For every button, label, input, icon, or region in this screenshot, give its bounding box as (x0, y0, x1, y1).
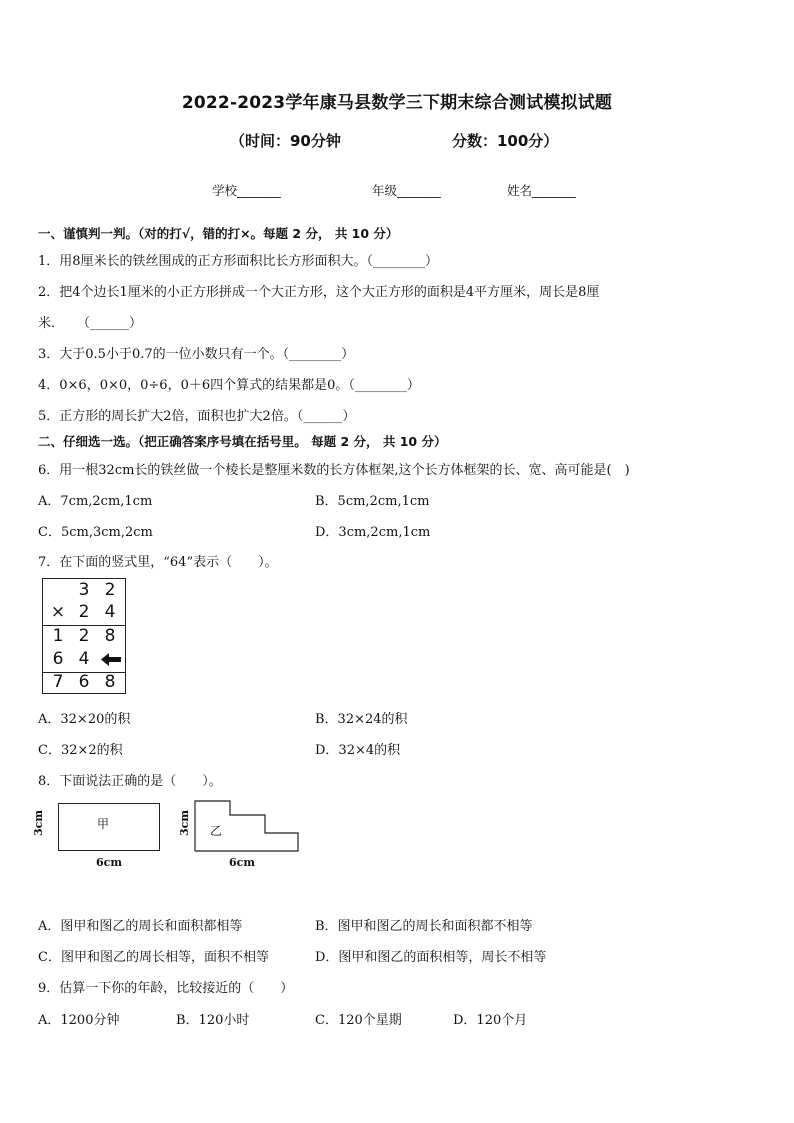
exam-score: 分数：100分） (452, 132, 559, 150)
q6-option-b: B．5cm,2cm,1cm (315, 494, 430, 509)
question-2-cont: 米． （______） (38, 316, 143, 331)
question-6: 6．用一根32cm长的铁丝做一个棱长是整厘米数的长方体框架,这个长方体框架的长、宽、高可能是( ) (38, 463, 630, 478)
calc-digit: 7 (52, 672, 64, 692)
question-7: 7．在下面的竖式里，“64”表示（ ）。 (38, 555, 278, 570)
question-5: 5．正方形的周长扩大2倍，面积也扩大2倍。（______） (38, 409, 356, 424)
calc-row-4 (43, 648, 125, 671)
calc-digit: 6 (78, 672, 90, 692)
calc-digit: 6 (52, 649, 64, 669)
section-1-heading: 一、谨慎判一判。（对的打√，错的打×。每题 2 分， 共 10 分） (38, 226, 399, 241)
name-field: 姓名_______ (507, 183, 576, 198)
q9-option-b: B．120小时 (176, 1013, 250, 1028)
figure-jia-label: 甲 (97, 817, 110, 831)
question-2: 2．把4个边长1厘米的小正方形拼成一个大正方形，这个大正方形的面积是4平方厘米，周长是8厘 (38, 285, 600, 300)
q8-option-d: D．图甲和图乙的面积相等，周长不相等 (315, 950, 547, 965)
calc-row-1 (43, 579, 125, 602)
calc-digit: 2 (78, 626, 90, 646)
calc-times-sign: × (50, 602, 66, 622)
calc-row-2 (43, 601, 125, 624)
q9-option-c: C．120个星期 (315, 1013, 402, 1028)
school-field: 学校_______ (212, 183, 281, 198)
q6-option-c: C．5cm,3cm,2cm (38, 525, 153, 540)
question-8: 8．下面说法正确的是（ ）。 (38, 774, 222, 789)
question-4: 4．0×6，0×0，0÷6，0＋6四个算式的结果都是0。（________） (38, 378, 420, 393)
calc-digit: 8 (104, 626, 116, 646)
q7-option-b: B．32×24的积 (315, 712, 408, 727)
vertical-multiplication (42, 578, 126, 694)
section-2-heading: 二、仔细选一选。（把正确答案序号填在括号里。 每题 2 分， 共 10 分） (38, 434, 447, 449)
calc-digit: 2 (104, 580, 116, 600)
q6-option-d: D．3cm,2cm,1cm (315, 525, 431, 540)
q7-option-d: D．32×4的积 (315, 743, 401, 758)
q7-option-c: C．32×2的积 (38, 743, 123, 758)
arrow-left-icon (101, 653, 121, 666)
figure-yi-label: 乙 (210, 824, 223, 838)
calc-digit: 4 (78, 649, 90, 669)
question-3: 3．大于0.5小于0.7的一位小数只有一个。（________） (38, 347, 355, 362)
figure-yi-height: 3cm (178, 810, 191, 836)
calc-digit: 4 (104, 602, 116, 622)
question-9: 9．估算一下你的年龄，比较接近的（ ） (38, 981, 294, 996)
calc-row-3 (43, 625, 125, 648)
calc-row-5 (43, 671, 125, 694)
q8-option-c: C．图甲和图乙的周长相等，面积不相等 (38, 950, 269, 965)
q9-option-a: A．1200分钟 (38, 1013, 120, 1028)
calc-digit: 2 (78, 602, 90, 622)
figure-yi-width: 6cm (229, 856, 255, 869)
grade-field: 年级_______ (372, 183, 441, 198)
figure-jia-width: 6cm (96, 856, 122, 869)
q7-option-a: A．32×20的积 (38, 712, 131, 727)
q6-option-a: A．7cm,2cm,1cm (38, 494, 153, 509)
q8-option-a: A．图甲和图乙的周长和面积都相等 (38, 919, 243, 934)
calc-digit: 8 (104, 672, 116, 692)
q8-option-b: B．图甲和图乙的周长和面积都不相等 (315, 919, 533, 934)
question-1: 1．用8厘米长的铁丝围成的正方形面积比长方形面积大。（________） (38, 254, 439, 269)
calc-digit: 1 (52, 626, 64, 646)
exam-time: （时间：90分钟 (230, 132, 341, 150)
figure-jia-height: 3cm (32, 810, 45, 836)
page-title: 2022-2023学年康马县数学三下期末综合测试模拟试题 (181, 93, 613, 113)
q9-option-d: D．120个月 (453, 1013, 528, 1028)
calc-digit: 3 (78, 580, 90, 600)
